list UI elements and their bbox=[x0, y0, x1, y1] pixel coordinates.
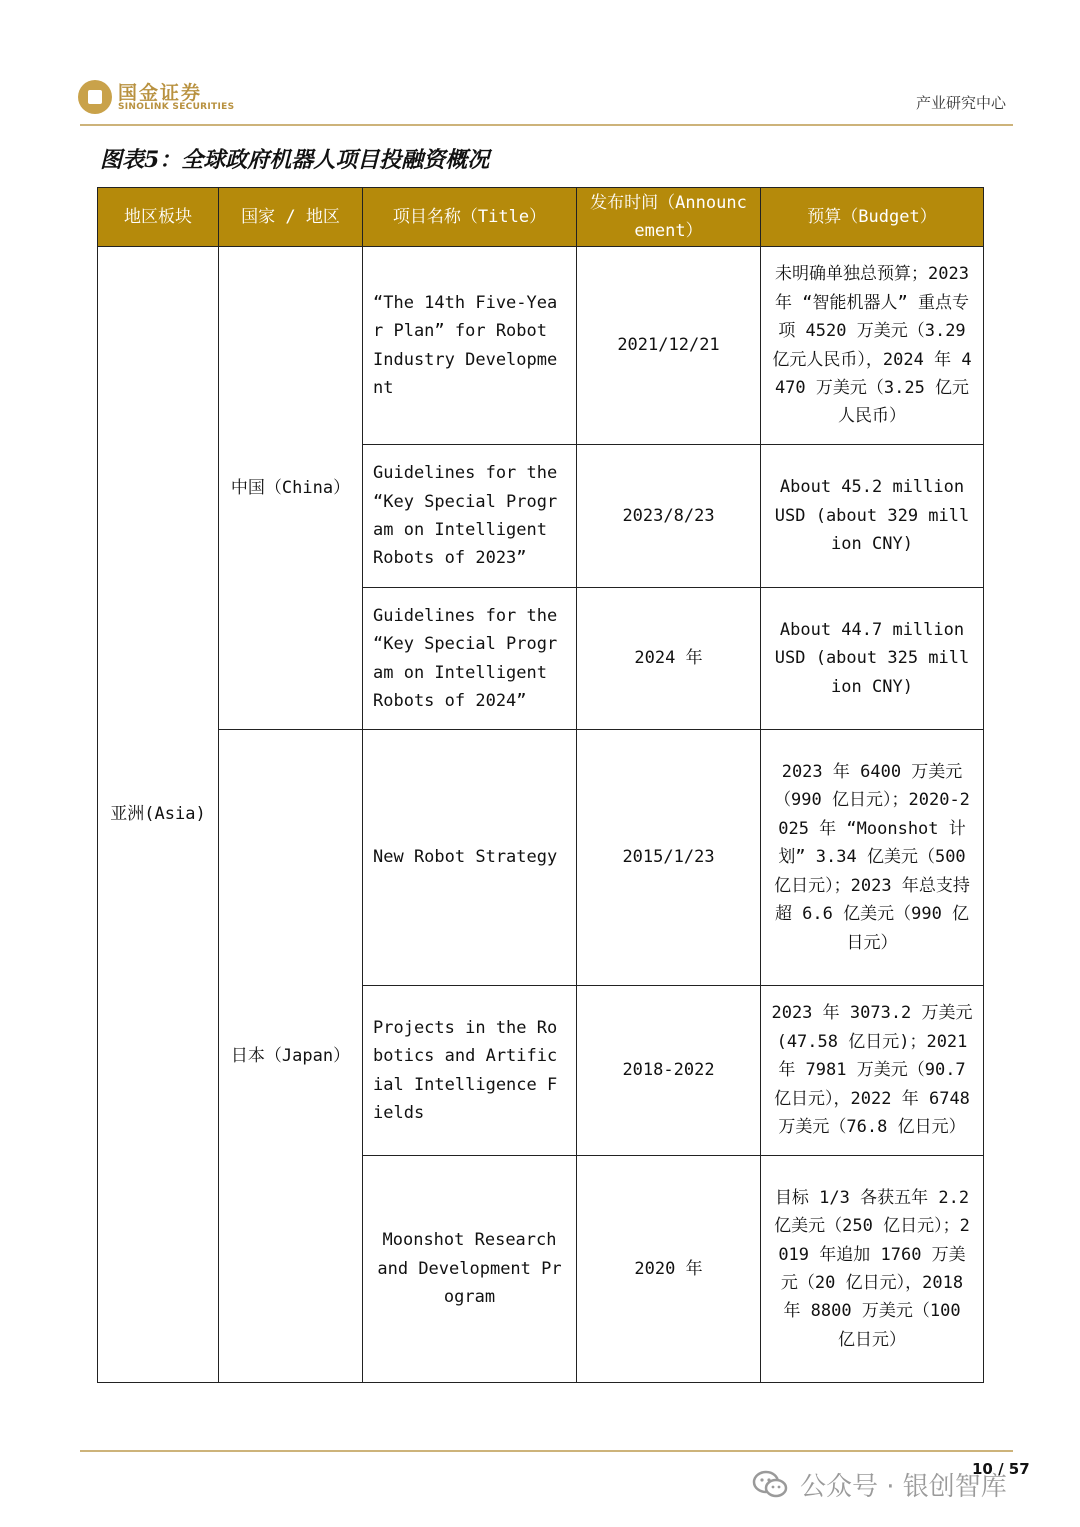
budget-cell: 2023 年 3073.2 万美元(47.58 亿日元)；2021 年 7981 万美元（90.7 亿日元），2022 年 6748 万美元（76.8 亿日元） bbox=[761, 986, 984, 1156]
header-divider bbox=[80, 124, 1013, 126]
project-title-cell: Projects in the Robotics and Artificial Intelligence Fields bbox=[363, 986, 577, 1156]
country-cell-china: 中国（China） bbox=[219, 247, 363, 730]
header-region: 地区板块 bbox=[98, 188, 219, 247]
page-number: 10 / 57 bbox=[972, 1460, 1030, 1478]
project-title-cell: Guidelines for the “Key Special Program on Intelligent Robots of 2023” bbox=[363, 445, 577, 588]
budget-cell: About 44.7 million USD (about 325 million CNY) bbox=[761, 588, 984, 730]
project-title-cell: Moonshot Research and Development Program bbox=[363, 1156, 577, 1383]
logo-chinese-name: 国金证券 bbox=[118, 82, 203, 104]
header-country: 国家 / 地区 bbox=[219, 188, 363, 247]
header-announcement: 发布时间（Announcement） bbox=[577, 188, 761, 247]
table-row bbox=[98, 730, 984, 986]
project-title-cell: Guidelines for the “Key Special Program on Intelligent Robots of 2024” bbox=[363, 588, 577, 730]
page-header bbox=[0, 0, 1080, 130]
announcement-date-cell: 2024 年 bbox=[577, 588, 761, 730]
announcement-date-cell: 2018-2022 bbox=[577, 986, 761, 1156]
header-title: 项目名称（Title） bbox=[363, 188, 577, 247]
company-logo bbox=[78, 78, 278, 118]
table-row bbox=[98, 247, 984, 445]
wechat-icon bbox=[752, 1470, 788, 1500]
project-title-cell: New Robot Strategy bbox=[363, 730, 577, 986]
table-header-row bbox=[98, 188, 984, 247]
watermark-text: 公众号 · 银创智库 bbox=[800, 1472, 1007, 1502]
department-label: 产业研究中心 bbox=[915, 94, 1006, 112]
announcement-date-cell: 2021/12/21 bbox=[577, 247, 761, 445]
announcement-date-cell: 2020 年 bbox=[577, 1156, 761, 1383]
budget-cell: 未明确单独总预算；2023 年 “智能机器人” 重点专项 4520 万美元（3.29 亿元人民币），2024 年 4470 万美元（3.25 亿元人民币） bbox=[761, 247, 984, 445]
announcement-date-cell: 2023/8/23 bbox=[577, 445, 761, 588]
logo-icon bbox=[78, 80, 112, 114]
budget-cell: About 45.2 million USD (about 329 million CNY) bbox=[761, 445, 984, 588]
budget-cell: 2023 年 6400 万美元（990 亿日元）；2020-2025 年 “Moonshot 计划” 3.34 亿美元（500 亿日元）；2023 年总支持超 6.6 亿美元（990 亿日元） bbox=[761, 730, 984, 986]
budget-cell: 目标 1/3 各获五年 2.2 亿美元（250 亿日元）；2019 年追加 1760 万美元（20 亿日元），2018 年 8800 万美元（100 亿日元） bbox=[761, 1156, 984, 1383]
footer-divider bbox=[80, 1450, 1013, 1452]
header-budget: 预算（Budget） bbox=[761, 188, 984, 247]
country-cell-japan: 日本（Japan） bbox=[219, 730, 363, 1383]
figure-title: 图表5：全球政府机器人项目投融资概况 bbox=[100, 147, 490, 173]
announcement-date-cell: 2015/1/23 bbox=[577, 730, 761, 986]
funding-table bbox=[97, 187, 984, 1383]
logo-english-name: SINOLINK SECURITIES bbox=[118, 102, 235, 112]
project-title-cell: “The 14th Five-Year Plan” for Robot Industry Development bbox=[363, 247, 577, 445]
watermark bbox=[752, 1466, 1052, 1506]
region-cell: 亚洲(Asia) bbox=[98, 247, 219, 1383]
